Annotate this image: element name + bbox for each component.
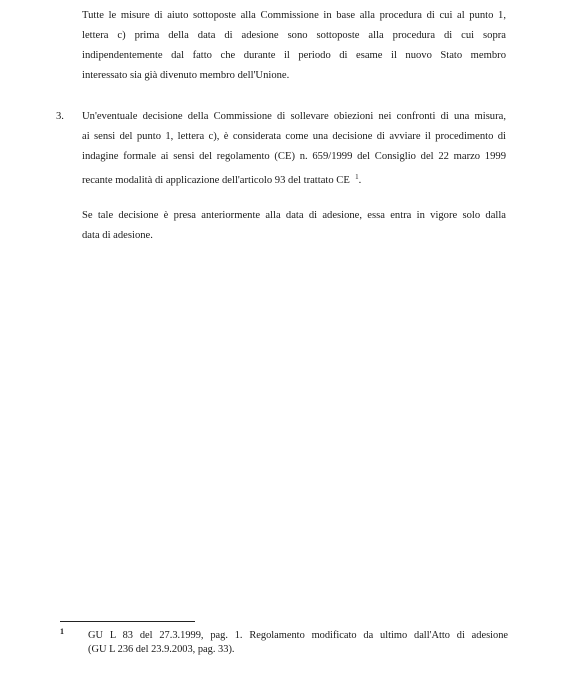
item3-para2-line-1: Se tale decisione è presa anteriormente alla data di adesione, essa entra in vigore solo dalla	[82, 210, 506, 221]
intro-line-2: lettera c) prima della data di adesione sono sottoposte alla procedura di cui sopra	[82, 30, 506, 41]
item3-para2-line-2: data di adesione.	[82, 230, 153, 241]
item3-line-3: indagine formale ai sensi del regolamento (CE) n. 659/1999 del Consiglio del 22 marzo 1999	[82, 151, 506, 162]
item3-line-4-text: recante modalità di applicazione dell'articolo 93 del trattato CE	[82, 175, 350, 186]
item3-line-4: recante modalità di applicazione dell'articolo 93 del trattato CE $^1$.	[82, 173, 362, 186]
footnote-line-1: GU L 83 del 27.3.1999, pag. 1. Regolamento modificato da ultimo dall'Atto di adesione	[88, 630, 508, 641]
intro-line-3: indipendentemente dal fatto che durante il periodo di esame il nuovo Stato membro	[82, 50, 506, 61]
footnote-line-2: (GU L 236 del 23.9.2003, pag. 33).	[88, 644, 235, 655]
item-number: 3.	[56, 111, 64, 122]
intro-line-4: interessato sia già divenuto membro dell'Unione.	[82, 70, 290, 81]
footnote-reference[interactable]: 1	[355, 173, 359, 181]
item3-line-2: ai sensi del punto 1, lettera c), è considerata come una decisione di avviare il procedimento di	[82, 131, 506, 142]
intro-line-1: Tutte le misure di aiuto sottoposte alla Commissione in base alla procedura di cui al punto 1,	[82, 10, 506, 21]
footnote-mark: 1	[60, 627, 64, 636]
item3-line-1: Un'eventuale decisione della Commissione di sollevare obiezioni nei confronti di una misura,	[82, 111, 506, 122]
footnote-separator	[60, 621, 195, 622]
